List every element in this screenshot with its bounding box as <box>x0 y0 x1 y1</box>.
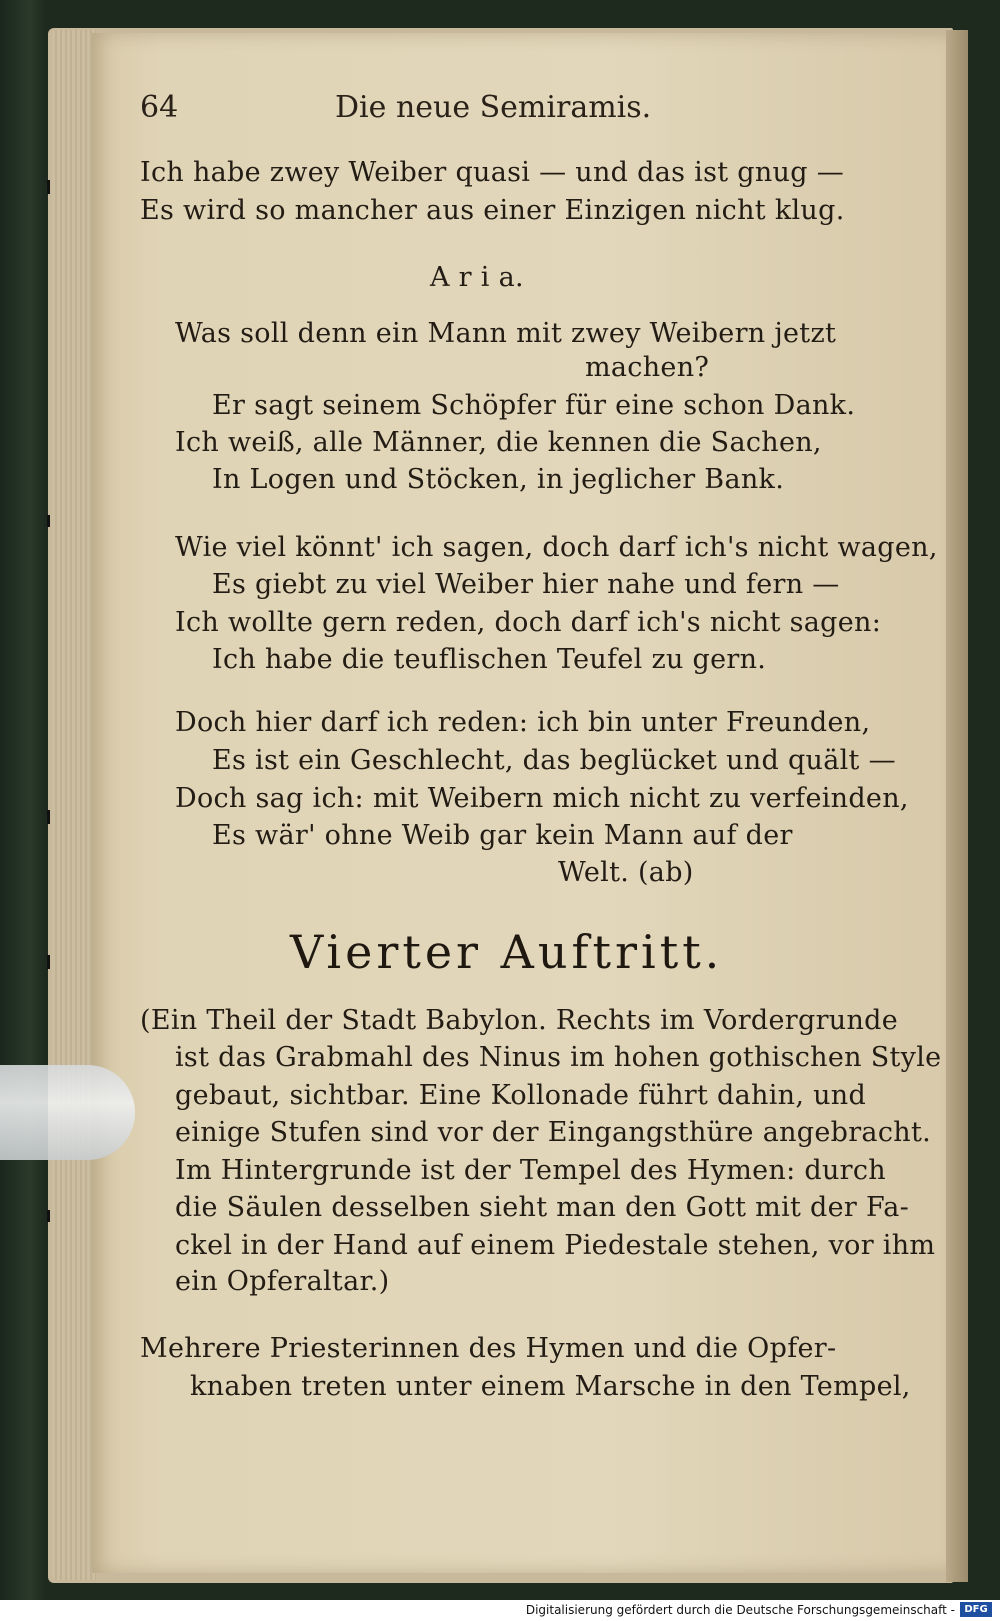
stage-direction-line: die Säulen desselben sieht man den Gott mit der Fa- <box>175 1192 910 1223</box>
margin-mark <box>47 180 50 194</box>
verse-line: Ich wollte gern reden, doch darf ich's nicht sagen: <box>175 607 882 638</box>
page-number: 64 <box>140 90 179 125</box>
verse-line: Es wär' ohne Weib gar kein Mann auf der <box>212 820 793 851</box>
closing-line: Mehrere Priesterinnen des Hymen und die Opfer- <box>140 1333 837 1364</box>
verse-line: machen? <box>585 352 710 383</box>
running-head <box>140 90 830 130</box>
page-right-edge <box>946 30 968 1582</box>
verse-line: Es giebt zu viel Weiber hier nahe und fern — <box>212 569 840 600</box>
verse-line: Welt. (ab) <box>558 857 694 888</box>
aria-heading: A r i a. <box>430 262 524 293</box>
verse-line: Es ist ein Geschlecht, das beglücket und quält — <box>212 745 896 776</box>
verse-line: Ich weiß, alle Männer, die kennen die Sachen, <box>175 427 822 458</box>
verse-line: In Logen und Stöcken, in jeglicher Bank. <box>212 464 785 495</box>
verse-line: Ich habe die teuflischen Teufel zu gern. <box>212 644 767 675</box>
stage-direction-line: Im Hintergrunde ist der Tempel des Hymen: durch <box>175 1155 886 1186</box>
page-edges <box>52 30 96 1580</box>
running-title: Die neue Semiramis. <box>335 90 652 125</box>
margin-mark <box>47 515 50 527</box>
scanner-thumb <box>0 1065 135 1160</box>
margin-mark <box>47 1210 50 1222</box>
scene-heading: Vierter Auftritt. <box>290 925 724 979</box>
dfg-logo: DFG <box>960 1602 992 1617</box>
stage-direction-line: einige Stufen sind vor der Eingangsthüre angebracht. <box>175 1117 931 1148</box>
stage-direction-line: ist das Grabmahl des Ninus im hohen gothischen Style <box>175 1042 942 1073</box>
verse-line: Wie viel könnt' ich sagen, doch darf ich's nicht wagen, <box>175 532 938 563</box>
stage-direction-line: ckel in der Hand auf einem Piedestale stehen, vor ihm <box>175 1230 936 1261</box>
stage-direction-line: ein Opferaltar.) <box>175 1266 390 1297</box>
verse-line: Doch hier darf ich reden: ich bin unter Freunden, <box>175 707 871 738</box>
stage-direction-line: (Ein Theil der Stadt Babylon. Rechts im Vordergrunde <box>140 1005 899 1036</box>
text-line: Ich habe zwey Weiber quasi — und das ist gnug — <box>140 157 844 188</box>
verse-line: Er sagt seinem Schöpfer für eine schon Dank. <box>212 390 856 421</box>
margin-mark <box>47 810 50 824</box>
footer-credit: Digitalisierung gefördert durch die Deutsche Forschungsgemeinschaft - <box>525 1603 955 1617</box>
text-line: Es wird so mancher aus einer Einzigen nicht klug. <box>140 195 845 226</box>
verse-line: Was soll denn ein Mann mit zwey Weibern jetzt <box>175 318 837 349</box>
verse-line: Doch sag ich: mit Weibern mich nicht zu verfeinden, <box>175 783 909 814</box>
margin-mark <box>47 955 50 969</box>
closing-line: knaben treten unter einem Marsche in den Tempel, <box>190 1371 911 1402</box>
footer-bar <box>0 1600 1000 1621</box>
stage-direction-line: gebaut, sichtbar. Eine Kollonade führt dahin, und <box>175 1080 867 1111</box>
